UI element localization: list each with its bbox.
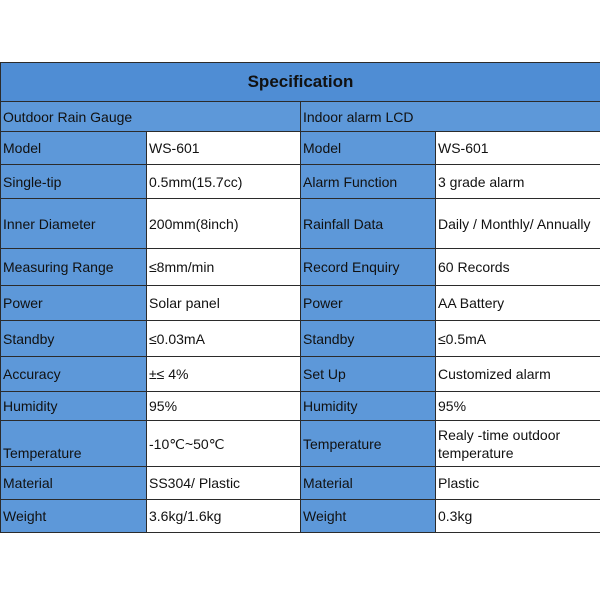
table-row — [1, 392, 600, 421]
spec-label: Accuracy — [1, 357, 147, 392]
spec-label: Inner Diameter — [1, 199, 147, 249]
spec-value: 95% — [147, 392, 301, 421]
spec-label: Power — [301, 286, 436, 321]
table-row — [1, 286, 600, 321]
spec-value: Plastic — [436, 467, 600, 500]
spec-value: ±≤ 4% — [147, 357, 301, 392]
table-row — [1, 199, 600, 249]
table-row — [1, 500, 600, 533]
spec-value: WS-601 — [147, 132, 301, 165]
spec-value: ≤0.5mA — [436, 321, 600, 357]
spec-label: Rainfall Data — [301, 199, 436, 249]
spec-value: Customized alarm — [436, 357, 600, 392]
table-row — [1, 421, 600, 467]
spec-value: 95% — [436, 392, 600, 421]
spec-label: Standby — [1, 321, 147, 357]
spec-value: ≤8mm/min — [147, 249, 301, 286]
table-row — [1, 357, 600, 392]
spec-label: Standby — [301, 321, 436, 357]
spec-value: 200mm(8inch) — [147, 199, 301, 249]
spec-value: AA Battery — [436, 286, 600, 321]
spec-label: Power — [1, 286, 147, 321]
spec-label: Model — [1, 132, 147, 165]
spec-value: -10℃~50℃ — [147, 421, 301, 467]
spec-label: Weight — [1, 500, 147, 533]
spec-label: Weight — [301, 500, 436, 533]
spec-label: Humidity — [301, 392, 436, 421]
table-row — [1, 249, 600, 286]
spec-value: SS304/ Plastic — [147, 467, 301, 500]
section-header-indoor: Indoor alarm LCD — [301, 102, 600, 132]
spec-value: 0.5mm(15.7cc) — [147, 165, 301, 199]
spec-value: Daily / Monthly/ Annually — [436, 199, 600, 249]
spec-label: Material — [301, 467, 436, 500]
spec-label: Temperature — [301, 421, 436, 467]
specification-table — [0, 62, 600, 533]
spec-value: 60 Records — [436, 249, 600, 286]
section-header-row — [1, 102, 600, 132]
spec-label: Set Up — [301, 357, 436, 392]
spec-value: ≤0.03mA — [147, 321, 301, 357]
spec-value: Solar panel — [147, 286, 301, 321]
spec-label: Humidity — [1, 392, 147, 421]
spec-label: Record Enquiry — [301, 249, 436, 286]
spec-label: Material — [1, 467, 147, 500]
section-header-outdoor: Outdoor Rain Gauge — [1, 102, 301, 132]
spec-value: 3.6kg/1.6kg — [147, 500, 301, 533]
spec-label: Single-tip — [1, 165, 147, 199]
spec-value: 0.3kg — [436, 500, 600, 533]
table-row — [1, 321, 600, 357]
spec-label: Measuring Range — [1, 249, 147, 286]
spec-value: Realy -time outdoor temperature — [436, 421, 600, 467]
table-row — [1, 132, 600, 165]
table-row — [1, 165, 600, 199]
spec-label: Alarm Function — [301, 165, 436, 199]
spec-value: 3 grade alarm — [436, 165, 600, 199]
spec-label: Temperature — [1, 421, 147, 467]
spec-value: WS-601 — [436, 132, 600, 165]
spec-label: Model — [301, 132, 436, 165]
title-row — [1, 63, 600, 102]
table-row — [1, 467, 600, 500]
table-title: Specification — [1, 63, 600, 102]
